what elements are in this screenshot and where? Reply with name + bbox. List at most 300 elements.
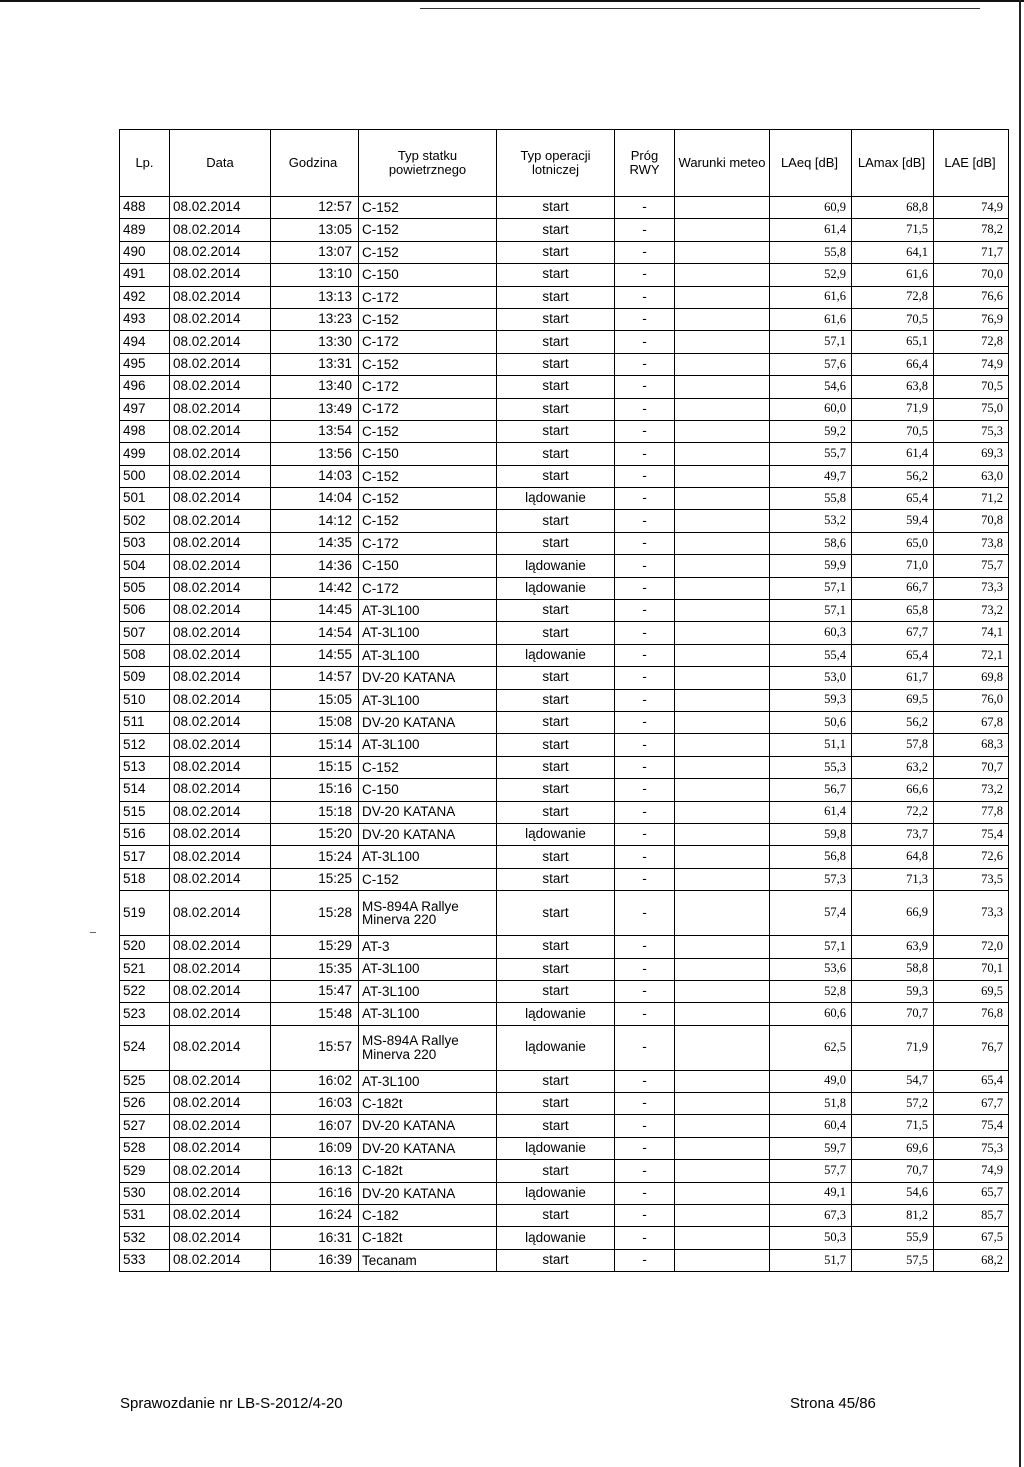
cell-aircraft-type: DV-20 KATANA [359, 823, 497, 845]
cell-time: 14:36 [271, 555, 359, 577]
cell-operation-type: lądowanie [497, 1182, 615, 1204]
cell-lp: 496 [120, 376, 170, 398]
cell-weather [675, 1137, 770, 1159]
cell-lamax: 81,2 [852, 1205, 934, 1227]
cell-weather [675, 1227, 770, 1249]
cell-operation-type: start [497, 801, 615, 823]
cell-laeq: 60,6 [770, 1003, 852, 1025]
cell-operation-type: start [497, 756, 615, 778]
cell-lp: 499 [120, 443, 170, 465]
cell-date: 08.02.2014 [170, 1025, 271, 1070]
cell-weather [675, 465, 770, 487]
cell-runway: - [615, 1182, 675, 1204]
cell-date: 08.02.2014 [170, 1093, 271, 1115]
cell-laeq: 57,1 [770, 331, 852, 353]
report-number: Sprawozdanie nr LB-S-2012/4-20 [120, 1395, 343, 1412]
cell-lamax: 56,2 [852, 465, 934, 487]
cell-weather [675, 219, 770, 241]
cell-time: 13:40 [271, 376, 359, 398]
cell-runway: - [615, 420, 675, 442]
cell-lp: 519 [120, 891, 170, 936]
cell-runway: - [615, 1249, 675, 1271]
cell-laeq: 55,8 [770, 241, 852, 263]
cell-lamax: 69,5 [852, 689, 934, 711]
cell-weather [675, 488, 770, 510]
cell-aircraft-type: AT-3 [359, 936, 497, 958]
cell-laeq: 50,3 [770, 1227, 852, 1249]
cell-lamax: 65,0 [852, 532, 934, 554]
cell-laeq: 57,1 [770, 600, 852, 622]
cell-lae: 75,3 [934, 1137, 1009, 1159]
cell-lae: 72,6 [934, 846, 1009, 868]
cell-laeq: 52,9 [770, 264, 852, 286]
cell-date: 08.02.2014 [170, 197, 271, 219]
cell-runway: - [615, 801, 675, 823]
cell-date: 08.02.2014 [170, 308, 271, 330]
cell-lae: 75,4 [934, 1115, 1009, 1137]
cell-operation-type: start [497, 398, 615, 420]
cell-aircraft-type: C-150 [359, 555, 497, 577]
cell-aircraft-type: C-152 [359, 197, 497, 219]
cell-date: 08.02.2014 [170, 286, 271, 308]
cell-weather [675, 1115, 770, 1137]
cell-weather [675, 644, 770, 666]
cell-weather [675, 376, 770, 398]
cell-runway: - [615, 376, 675, 398]
cell-time: 15:29 [271, 936, 359, 958]
cell-operation-type: start [497, 1093, 615, 1115]
cell-lae: 77,8 [934, 801, 1009, 823]
cell-aircraft-type: AT-3L100 [359, 1070, 497, 1092]
table-row [120, 1249, 1009, 1271]
cell-lamax: 71,9 [852, 1025, 934, 1070]
cell-runway: - [615, 353, 675, 375]
table-row [120, 667, 1009, 689]
noise-measurement-table [119, 129, 1009, 1272]
cell-runway: - [615, 1025, 675, 1070]
cell-lamax: 70,5 [852, 308, 934, 330]
cell-lamax: 64,8 [852, 846, 934, 868]
cell-lamax: 57,8 [852, 734, 934, 756]
cell-operation-type: start [497, 353, 615, 375]
cell-aircraft-type: C-172 [359, 376, 497, 398]
cell-aircraft-type: AT-3L100 [359, 980, 497, 1002]
cell-runway: - [615, 600, 675, 622]
cell-date: 08.02.2014 [170, 1205, 271, 1227]
cell-weather [675, 980, 770, 1002]
cell-lamax: 67,7 [852, 622, 934, 644]
cell-lae: 68,2 [934, 1249, 1009, 1271]
table-row [120, 846, 1009, 868]
page-number: Strona 45/86 [790, 1395, 876, 1412]
cell-time: 15:25 [271, 868, 359, 890]
table-row [120, 353, 1009, 375]
cell-aircraft-type: C-152 [359, 465, 497, 487]
cell-lp: 528 [120, 1137, 170, 1159]
cell-lp: 508 [120, 644, 170, 666]
cell-aircraft-type: C-152 [359, 756, 497, 778]
cell-lp: 523 [120, 1003, 170, 1025]
cell-date: 08.02.2014 [170, 1160, 271, 1182]
cell-operation-type: start [497, 308, 615, 330]
cell-lp: 516 [120, 823, 170, 845]
cell-laeq: 56,8 [770, 846, 852, 868]
cell-date: 08.02.2014 [170, 331, 271, 353]
cell-date: 08.02.2014 [170, 644, 271, 666]
cell-aircraft-type: C-152 [359, 241, 497, 263]
cell-lae: 69,5 [934, 980, 1009, 1002]
cell-lp: 515 [120, 801, 170, 823]
cell-operation-type: start [497, 936, 615, 958]
cell-operation-type: start [497, 465, 615, 487]
cell-lp: 512 [120, 734, 170, 756]
cell-date: 08.02.2014 [170, 600, 271, 622]
cell-aircraft-type: AT-3L100 [359, 689, 497, 711]
table-row [120, 1115, 1009, 1137]
cell-aircraft-type: C-152 [359, 353, 497, 375]
cell-date: 08.02.2014 [170, 443, 271, 465]
cell-lae: 73,8 [934, 532, 1009, 554]
cell-lae: 75,3 [934, 420, 1009, 442]
cell-lae: 76,9 [934, 308, 1009, 330]
table-body [120, 197, 1009, 1272]
cell-aircraft-type: C-172 [359, 577, 497, 599]
cell-runway: - [615, 443, 675, 465]
cell-aircraft-type: C-182t [359, 1160, 497, 1182]
cell-runway: - [615, 958, 675, 980]
cell-lp: 502 [120, 510, 170, 532]
cell-aircraft-type: MS-894A Rallye Minerva 220 [359, 891, 497, 936]
cell-time: 15:24 [271, 846, 359, 868]
cell-time: 16:02 [271, 1070, 359, 1092]
cell-lp: 498 [120, 420, 170, 442]
cell-time: 15:20 [271, 823, 359, 845]
cell-lamax: 54,7 [852, 1070, 934, 1092]
cell-runway: - [615, 1137, 675, 1159]
cell-time: 13:56 [271, 443, 359, 465]
scan-border-top [0, 0, 1024, 2]
cell-lamax: 61,7 [852, 667, 934, 689]
cell-aircraft-type: MS-894A Rallye Minerva 220 [359, 1025, 497, 1070]
cell-weather [675, 398, 770, 420]
cell-laeq: 60,9 [770, 197, 852, 219]
cell-laeq: 55,7 [770, 443, 852, 465]
cell-aircraft-type: C-150 [359, 779, 497, 801]
cell-date: 08.02.2014 [170, 219, 271, 241]
cell-operation-type: start [497, 600, 615, 622]
cell-lamax: 72,2 [852, 801, 934, 823]
cell-weather [675, 1160, 770, 1182]
cell-runway: - [615, 398, 675, 420]
table-row [120, 1137, 1009, 1159]
table-row [120, 891, 1009, 936]
cell-laeq: 57,4 [770, 891, 852, 936]
cell-date: 08.02.2014 [170, 376, 271, 398]
cell-weather [675, 532, 770, 554]
cell-aircraft-type: C-152 [359, 219, 497, 241]
cell-lae: 75,4 [934, 823, 1009, 845]
cell-lae: 74,9 [934, 1160, 1009, 1182]
table-row [120, 779, 1009, 801]
cell-date: 08.02.2014 [170, 532, 271, 554]
cell-runway: - [615, 1205, 675, 1227]
cell-aircraft-type: AT-3L100 [359, 622, 497, 644]
cell-weather [675, 756, 770, 778]
table-row [120, 331, 1009, 353]
cell-date: 08.02.2014 [170, 1182, 271, 1204]
table-row [120, 219, 1009, 241]
cell-lp: 517 [120, 846, 170, 868]
cell-time: 13:49 [271, 398, 359, 420]
cell-lamax: 56,2 [852, 711, 934, 733]
cell-runway: - [615, 868, 675, 890]
cell-laeq: 57,1 [770, 936, 852, 958]
cell-lp: 514 [120, 779, 170, 801]
cell-aircraft-type: C-182t [359, 1093, 497, 1115]
cell-weather [675, 868, 770, 890]
cell-lamax: 70,7 [852, 1003, 934, 1025]
cell-lae: 73,2 [934, 779, 1009, 801]
cell-lae: 67,8 [934, 711, 1009, 733]
cell-lae: 70,0 [934, 264, 1009, 286]
cell-aircraft-type: AT-3L100 [359, 600, 497, 622]
cell-time: 14:45 [271, 600, 359, 622]
table-row [120, 936, 1009, 958]
cell-date: 08.02.2014 [170, 711, 271, 733]
table-row [120, 958, 1009, 980]
cell-lae: 73,5 [934, 868, 1009, 890]
cell-lae: 75,0 [934, 398, 1009, 420]
cell-lae: 67,5 [934, 1227, 1009, 1249]
cell-weather [675, 420, 770, 442]
cell-runway: - [615, 197, 675, 219]
cell-aircraft-type: AT-3L100 [359, 1003, 497, 1025]
scan-mark [90, 932, 96, 933]
cell-date: 08.02.2014 [170, 958, 271, 980]
cell-lp: 501 [120, 488, 170, 510]
cell-date: 08.02.2014 [170, 801, 271, 823]
cell-aircraft-type: AT-3L100 [359, 644, 497, 666]
cell-time: 16:07 [271, 1115, 359, 1137]
cell-laeq: 55,3 [770, 756, 852, 778]
cell-lamax: 58,8 [852, 958, 934, 980]
scan-border-right [1019, 0, 1021, 1467]
cell-lae: 70,1 [934, 958, 1009, 980]
cell-laeq: 60,3 [770, 622, 852, 644]
cell-aircraft-type: DV-20 KATANA [359, 1115, 497, 1137]
cell-time: 15:47 [271, 980, 359, 1002]
header-laeq: LAeq [dB] [770, 130, 852, 197]
cell-laeq: 52,8 [770, 980, 852, 1002]
cell-weather [675, 331, 770, 353]
cell-lae: 63,0 [934, 465, 1009, 487]
table-row [120, 1070, 1009, 1092]
cell-aircraft-type: DV-20 KATANA [359, 711, 497, 733]
cell-lp: 511 [120, 711, 170, 733]
cell-runway: - [615, 241, 675, 263]
cell-lp: 488 [120, 197, 170, 219]
cell-lamax: 68,8 [852, 197, 934, 219]
cell-runway: - [615, 622, 675, 644]
cell-time: 13:05 [271, 219, 359, 241]
cell-lae: 73,3 [934, 577, 1009, 599]
cell-operation-type: lądowanie [497, 644, 615, 666]
cell-lp: 522 [120, 980, 170, 1002]
cell-operation-type: start [497, 1115, 615, 1137]
cell-laeq: 51,1 [770, 734, 852, 756]
cell-laeq: 58,6 [770, 532, 852, 554]
cell-lae: 67,7 [934, 1093, 1009, 1115]
cell-time: 15:14 [271, 734, 359, 756]
cell-laeq: 59,2 [770, 420, 852, 442]
cell-runway: - [615, 644, 675, 666]
cell-time: 16:13 [271, 1160, 359, 1182]
cell-operation-type: start [497, 197, 615, 219]
cell-laeq: 55,8 [770, 488, 852, 510]
cell-lae: 76,6 [934, 286, 1009, 308]
cell-weather [675, 1093, 770, 1115]
cell-operation-type: start [497, 1070, 615, 1092]
cell-lp: 521 [120, 958, 170, 980]
cell-weather [675, 1003, 770, 1025]
cell-lamax: 65,8 [852, 600, 934, 622]
cell-lp: 513 [120, 756, 170, 778]
cell-operation-type: lądowanie [497, 577, 615, 599]
cell-operation-type: start [497, 241, 615, 263]
cell-lamax: 70,5 [852, 420, 934, 442]
cell-laeq: 54,6 [770, 376, 852, 398]
cell-operation-type: start [497, 667, 615, 689]
cell-lae: 72,0 [934, 936, 1009, 958]
cell-laeq: 51,8 [770, 1093, 852, 1115]
cell-operation-type: start [497, 264, 615, 286]
cell-lae: 65,7 [934, 1182, 1009, 1204]
cell-lamax: 66,9 [852, 891, 934, 936]
cell-laeq: 50,6 [770, 711, 852, 733]
cell-time: 15:35 [271, 958, 359, 980]
cell-time: 15:08 [271, 711, 359, 733]
cell-runway: - [615, 555, 675, 577]
header-lae: LAE [dB] [934, 130, 1009, 197]
cell-lp: 492 [120, 286, 170, 308]
cell-time: 14:42 [271, 577, 359, 599]
cell-time: 16:31 [271, 1227, 359, 1249]
cell-lp: 524 [120, 1025, 170, 1070]
cell-time: 13:23 [271, 308, 359, 330]
cell-runway: - [615, 1003, 675, 1025]
cell-lp: 529 [120, 1160, 170, 1182]
cell-laeq: 61,6 [770, 308, 852, 330]
cell-operation-type: start [497, 689, 615, 711]
cell-runway: - [615, 308, 675, 330]
cell-weather [675, 308, 770, 330]
cell-lp: 504 [120, 555, 170, 577]
cell-date: 08.02.2014 [170, 510, 271, 532]
cell-time: 14:03 [271, 465, 359, 487]
cell-date: 08.02.2014 [170, 756, 271, 778]
cell-runway: - [615, 1070, 675, 1092]
cell-aircraft-type: C-182 [359, 1205, 497, 1227]
cell-time: 15:18 [271, 801, 359, 823]
cell-lamax: 64,1 [852, 241, 934, 263]
cell-runway: - [615, 667, 675, 689]
cell-operation-type: lądowanie [497, 488, 615, 510]
cell-weather [675, 734, 770, 756]
cell-time: 13:54 [271, 420, 359, 442]
cell-operation-type: start [497, 711, 615, 733]
cell-runway: - [615, 465, 675, 487]
cell-runway: - [615, 488, 675, 510]
cell-lae: 76,7 [934, 1025, 1009, 1070]
table-row [120, 823, 1009, 845]
cell-lp: 493 [120, 308, 170, 330]
cell-lp: 490 [120, 241, 170, 263]
cell-operation-type: start [497, 891, 615, 936]
cell-runway: - [615, 1227, 675, 1249]
header-lp: Lp. [120, 130, 170, 197]
cell-date: 08.02.2014 [170, 689, 271, 711]
cell-laeq: 53,6 [770, 958, 852, 980]
cell-operation-type: start [497, 331, 615, 353]
cell-time: 14:54 [271, 622, 359, 644]
cell-lae: 76,8 [934, 1003, 1009, 1025]
cell-lamax: 66,7 [852, 577, 934, 599]
cell-lae: 72,8 [934, 331, 1009, 353]
cell-lae: 75,7 [934, 555, 1009, 577]
cell-aircraft-type: C-172 [359, 331, 497, 353]
cell-lamax: 71,0 [852, 555, 934, 577]
cell-lamax: 59,3 [852, 980, 934, 1002]
cell-date: 08.02.2014 [170, 1115, 271, 1137]
cell-time: 13:31 [271, 353, 359, 375]
cell-lamax: 73,7 [852, 823, 934, 845]
cell-lamax: 71,9 [852, 398, 934, 420]
cell-laeq: 59,3 [770, 689, 852, 711]
cell-laeq: 61,6 [770, 286, 852, 308]
cell-time: 15:57 [271, 1025, 359, 1070]
cell-runway: - [615, 286, 675, 308]
cell-lamax: 69,6 [852, 1137, 934, 1159]
cell-lp: 520 [120, 936, 170, 958]
cell-aircraft-type: DV-20 KATANA [359, 801, 497, 823]
cell-time: 14:04 [271, 488, 359, 510]
cell-weather [675, 689, 770, 711]
cell-weather [675, 779, 770, 801]
cell-aircraft-type: Tecanam [359, 1249, 497, 1271]
cell-lamax: 65,4 [852, 644, 934, 666]
table-row [120, 420, 1009, 442]
cell-laeq: 60,0 [770, 398, 852, 420]
cell-lp: 531 [120, 1205, 170, 1227]
cell-lamax: 63,8 [852, 376, 934, 398]
cell-date: 08.02.2014 [170, 1227, 271, 1249]
cell-weather [675, 1182, 770, 1204]
table-row [120, 577, 1009, 599]
cell-runway: - [615, 689, 675, 711]
cell-weather [675, 1249, 770, 1271]
cell-operation-type: start [497, 1160, 615, 1182]
cell-operation-type: lądowanie [497, 555, 615, 577]
table-row [120, 443, 1009, 465]
cell-aircraft-type: AT-3L100 [359, 958, 497, 980]
cell-lae: 74,9 [934, 197, 1009, 219]
scan-line [420, 8, 980, 9]
cell-weather [675, 577, 770, 599]
cell-time: 15:16 [271, 779, 359, 801]
cell-weather [675, 555, 770, 577]
cell-weather [675, 241, 770, 263]
table-row [120, 622, 1009, 644]
